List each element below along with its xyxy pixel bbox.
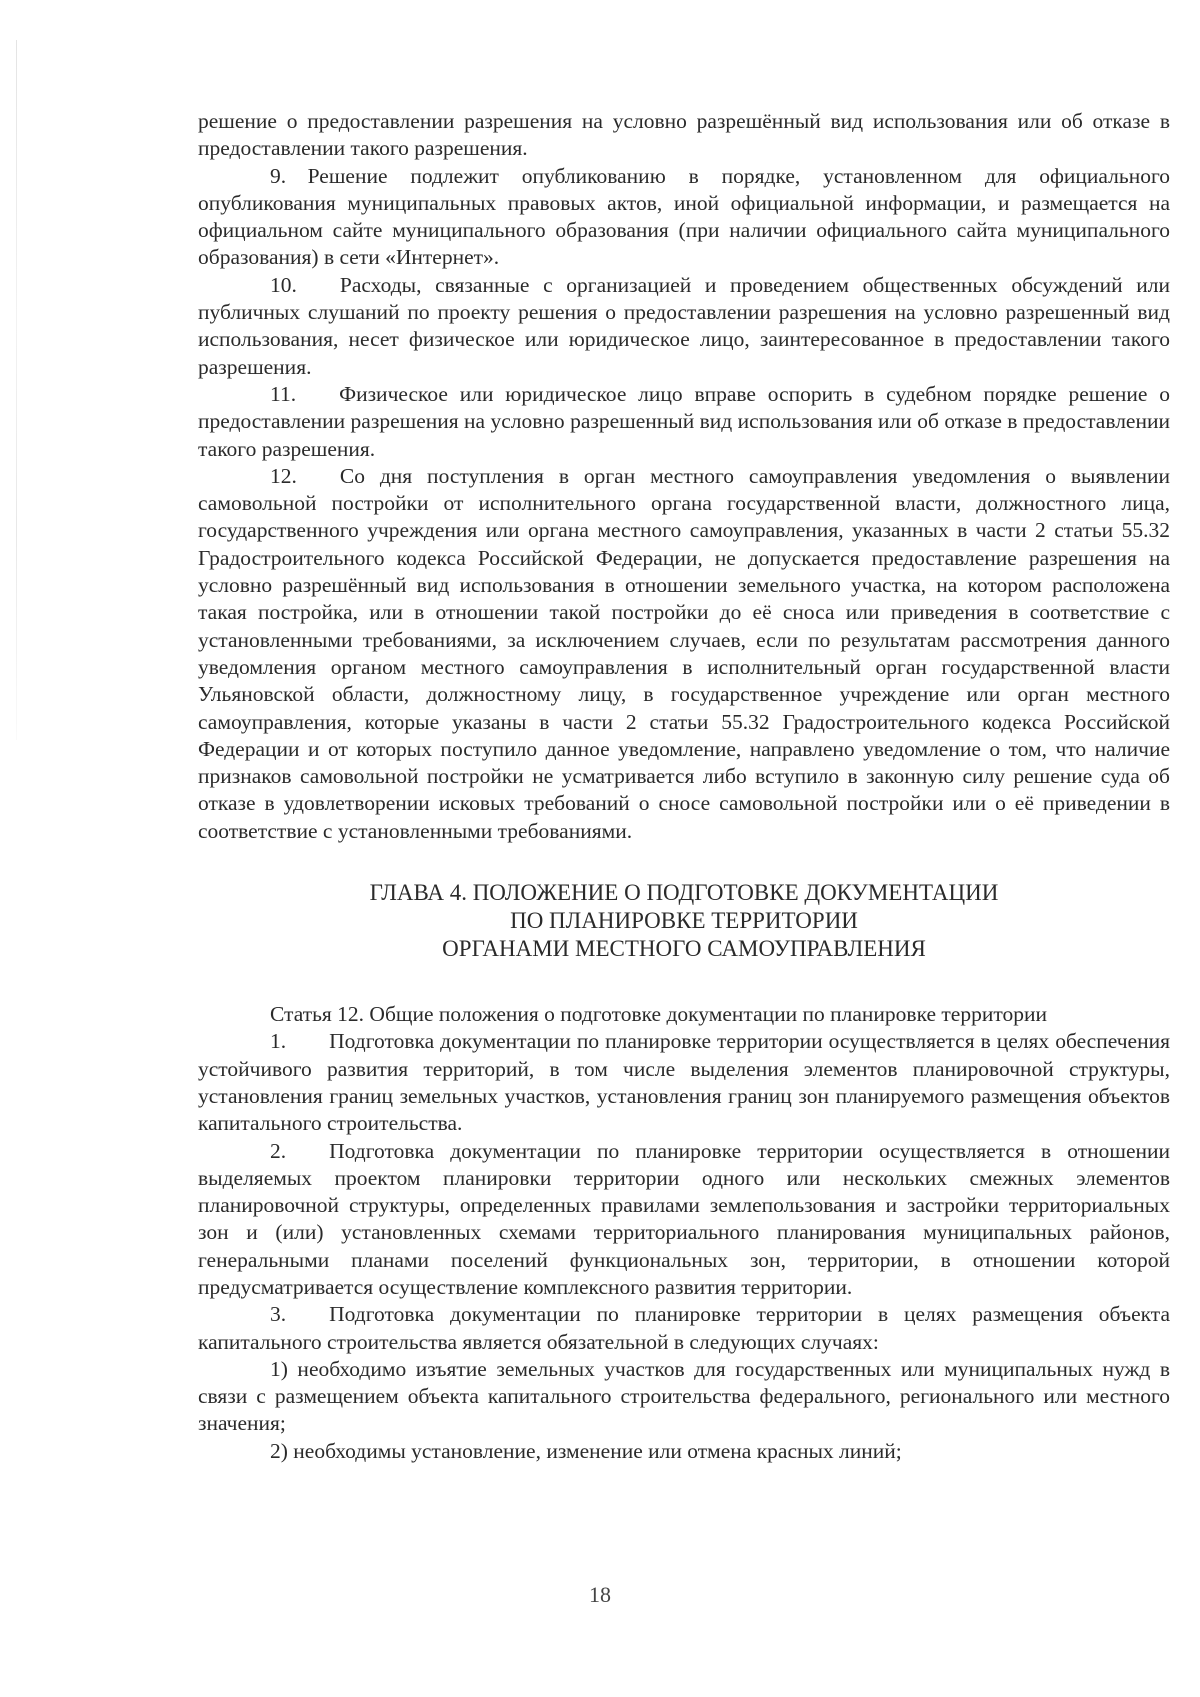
article-title: Статья 12. Общие положения о подготовке документации по планировке территории — [270, 1002, 1047, 1027]
paragraph-continuation: решение о предоставлении разрешения на условно разрешённый вид использования или об отказе в предоставлении такого разрешения. — [198, 109, 1170, 161]
article-subitem-2: 2) необходимы установление, изменение или отмена красных линий; — [270, 1438, 902, 1463]
document-body — [198, 108, 1170, 1465]
article-paragraph-1: 1. Подготовка документации по планировке территории осуществляется в целях обеспечения устойчивого развития территорий, в том числе выделения элементов планировочной структуры, установления границ земельных участков, установления границ зон планируемого размещения объектов капитального строительства. — [198, 1029, 1170, 1136]
chapter-heading — [198, 879, 1170, 963]
scan-edge-artifact — [16, 40, 17, 740]
chapter-heading-line-2: ПО ПЛАНИРОВКЕ ТЕРРИТОРИИ — [510, 908, 858, 934]
article-subitem-1: 1) необходимо изъятие земельных участков для государственных или муниципальных нужд в связи с размещением объекта капитального строительства федерального, регионального или местного значения; — [198, 1356, 1170, 1436]
chapter-heading-line-1: ГЛАВА 4. ПОЛОЖЕНИЕ О ПОДГОТОВКЕ ДОКУМЕНТАЦИИ — [369, 880, 999, 906]
paragraph-item-12: 12. Со дня поступления в орган местного самоуправления уведомления о выявлении самовольной постройки от исполнительного органа государственной власти, должностного лица, государственного учреждения или органа местного самоуправления, указанных в части 2 статьи 55.32 Градостроительного кодекса Российской Федерации, не допускается предоставление разрешения на условно разрешённый вид использования в отношении земельного участка, на котором расположена такая постройка, или в отношении такой постройки до её сноса или приведения в соответствие с установленными требованиями, за исключением случаев, если по результатам рассмотрения данного уведомления органом местного самоуправления в исполнительный орган государственной власти Ульяновской области, должностному лицу, в государственное учреждение или орган местного самоуправления, которые указаны в части 2 статьи 55.32 Градостроительного кодекса Российской Федерации и от которых поступило данное уведомление, направлено уведомление о том, что наличие признаков самовольной постройки не усматривается либо вступило в законную силу решение суда об отказе в удовлетворении исковых требований о сносе самовольной постройки или о её приведении в соответствие с установленными требованиями. — [198, 463, 1170, 843]
paragraph-item-9: 9. Решение подлежит опубликованию в порядке, установленном для официального опубликования муниципальных правовых актов, иной официальной информации, и размещается на официальном сайте муниципального образования (при наличии официального сайта муниципального образования) в сети «Интернет». — [198, 163, 1170, 270]
paragraph-item-10: 10. Расходы, связанные с организацией и проведением общественных обсуждений или публичных слушаний по проекту решения о предоставлении разрешения на условно разрешенный вид использования, несет физическое или юридическое лицо, заинтересованное в предоставлении такого разрешения. — [198, 272, 1170, 379]
article-paragraph-3: 3. Подготовка документации по планировке территории в целях размещения объекта капитального строительства является обязательной в следующих случаях: — [198, 1302, 1170, 1354]
paragraph-item-11: 11. Физическое или юридическое лицо вправе оспорить в судебном порядке решение о предоставлении разрешения на условно разрешенный вид использования или об отказе в предоставлении такого разрешения. — [198, 381, 1170, 461]
chapter-heading-line-3: ОРГАНАМИ МЕСТНОГО САМОУПРАВЛЕНИЯ — [442, 936, 926, 962]
article-paragraph-2: 2. Подготовка документации по планировке территории осуществляется в отношении выделяемых проектом планировки территории одного или нескольких смежных элементов планировочной структуры, определенных правилами землепользования и застройки территориальных зон и (или) установленных схемами территориального планирования муниципальных районов, генеральными планами поселений функциональных зон, территории, в отношении которой предусматривается осуществление комплексного развития территории. — [198, 1138, 1170, 1299]
page-number: 18 — [589, 1582, 611, 1607]
